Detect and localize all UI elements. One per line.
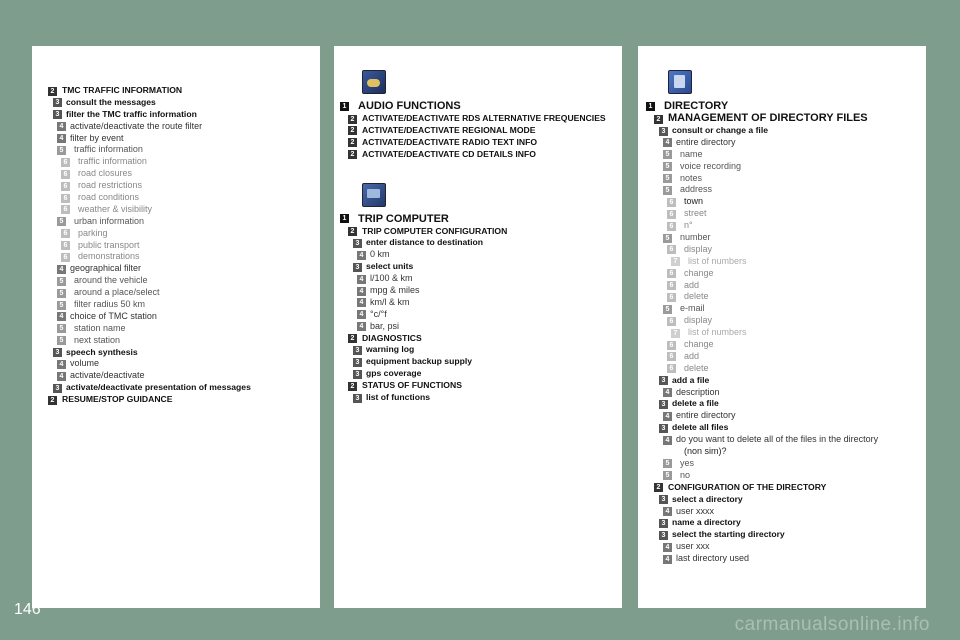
- menu-item: [638, 137, 926, 149]
- level-badge: 5: [57, 277, 66, 286]
- menu-item-label: add a file: [672, 374, 710, 385]
- menu-item-label: display: [684, 243, 713, 254]
- level-badge: 3: [353, 394, 362, 403]
- menu-item: [638, 280, 926, 292]
- menu-item: [638, 220, 926, 232]
- level-badge: 3: [53, 110, 62, 119]
- menu-item: [32, 204, 320, 216]
- menu-item: [638, 315, 926, 327]
- level-badge: 4: [57, 122, 66, 131]
- menu-item: [638, 387, 926, 399]
- level-badge: 6: [61, 253, 70, 262]
- level-badge: 7: [671, 329, 680, 338]
- watermark-text: carmanualsonline.info: [734, 614, 930, 635]
- level-badge: 2: [48, 396, 57, 405]
- level-badge: 3: [659, 400, 668, 409]
- directory-menu-list: [638, 96, 926, 565]
- menu-item-label: activate/deactivate presentation of messages: [66, 382, 251, 393]
- menu-item: [334, 285, 622, 297]
- menu-item: [638, 256, 926, 268]
- menu-item: [334, 226, 622, 238]
- menu-item-label: consult or change a file: [672, 125, 768, 135]
- level-badge: 2: [348, 334, 357, 343]
- menu-item: [638, 458, 926, 470]
- menu-item: [638, 327, 926, 339]
- menu-item: [32, 311, 320, 323]
- menu-item-label: station name: [74, 322, 126, 333]
- menu-item: [638, 291, 926, 303]
- menu-item-label: display: [684, 315, 713, 326]
- menu-item-label: street: [684, 208, 707, 219]
- menu-item-label: parking: [78, 227, 108, 238]
- menu-item-label: weather & visibility: [78, 203, 153, 214]
- menu-item: [638, 161, 926, 173]
- menu-item-label: speech synthesis: [66, 346, 138, 357]
- level-badge: 4: [57, 360, 66, 369]
- menu-item-label: activate/deactivate: [70, 370, 145, 381]
- level-badge: 5: [57, 217, 66, 226]
- menu-item-label: select a directory: [672, 493, 743, 504]
- level-badge: 4: [357, 298, 366, 307]
- menu-item: [32, 97, 320, 109]
- menu-item-label: AUDIO FUNCTIONS: [358, 100, 461, 112]
- level-badge: 6: [61, 194, 70, 203]
- level-badge: 4: [57, 372, 66, 381]
- level-badge: 5: [663, 162, 672, 171]
- menu-item-label: delete all files: [672, 422, 729, 433]
- menu-item: [32, 144, 320, 156]
- menu-item-label: choice of TMC station: [70, 310, 157, 321]
- level-badge: 5: [663, 471, 672, 480]
- menu-item-label: volume: [70, 358, 100, 369]
- menu-item-label: add: [684, 279, 700, 290]
- menu-item-label: around a place/select: [74, 287, 160, 298]
- level-badge: 3: [659, 424, 668, 433]
- menu-item-label: demonstrations: [78, 251, 140, 262]
- menu-item: [638, 351, 926, 363]
- level-badge: 3: [353, 370, 362, 379]
- menu-item-label: name: [680, 148, 703, 159]
- menu-item-label: no: [680, 469, 691, 480]
- menu-item: [638, 541, 926, 553]
- menu-item: [334, 149, 622, 161]
- menu-item: [32, 287, 320, 299]
- menu-item: [638, 422, 926, 434]
- level-badge: 2: [348, 115, 357, 124]
- menu-item: [638, 339, 926, 351]
- menu-item-label: town: [684, 196, 704, 207]
- level-badge: 6: [667, 281, 676, 290]
- level-badge: 2: [654, 115, 663, 124]
- level-badge: 5: [663, 459, 672, 468]
- directory-icon: [668, 70, 692, 94]
- level-badge: 5: [57, 146, 66, 155]
- menu-item: [32, 251, 320, 263]
- menu-item: [638, 470, 926, 482]
- menu-item: [638, 184, 926, 196]
- level-badge: 6: [61, 241, 70, 250]
- menu-item: [638, 208, 926, 220]
- level-badge: 3: [659, 127, 668, 136]
- menu-item-label: l/100 & km: [370, 273, 413, 284]
- menu-item: [334, 125, 622, 137]
- menu-item: [32, 347, 320, 359]
- level-badge: 4: [663, 507, 672, 516]
- menu-item-label: TRIP COMPUTER CONFIGURATION: [362, 225, 508, 236]
- menu-item-label: consult the messages: [66, 96, 156, 107]
- level-badge: 3: [353, 263, 362, 272]
- menu-item-label: geographical filter: [70, 263, 142, 274]
- menu-item-label: public transport: [78, 239, 140, 250]
- level-badge: 5: [57, 301, 66, 310]
- menu-item-label: DIAGNOSTICS: [362, 332, 422, 343]
- level-badge: 1: [646, 102, 655, 111]
- level-badge: 5: [663, 150, 672, 159]
- menu-item-label: (non sim)?: [684, 446, 727, 457]
- menu-item: [32, 133, 320, 145]
- level-badge: 5: [57, 336, 66, 345]
- level-badge: 6: [61, 170, 70, 179]
- menu-item: [334, 380, 622, 392]
- menu-item-label: delete: [684, 362, 709, 373]
- level-badge: 5: [663, 234, 672, 243]
- tmc-menu-list: [32, 85, 320, 406]
- menu-item: [334, 356, 622, 368]
- level-badge: 3: [353, 346, 362, 355]
- menu-item-label: e-mail: [680, 303, 705, 314]
- level-badge: 3: [53, 98, 62, 107]
- menu-item: [32, 85, 320, 97]
- level-badge: 2: [348, 138, 357, 147]
- menu-item: [638, 363, 926, 375]
- level-badge: 4: [357, 287, 366, 296]
- menu-item: [32, 216, 320, 228]
- menu-item-label: yes: [680, 457, 695, 468]
- level-badge: 3: [659, 519, 668, 528]
- menu-item-label: add: [684, 350, 700, 361]
- level-badge: 3: [353, 358, 362, 367]
- menu-item-label: activate/deactivate the route filter: [70, 120, 203, 131]
- menu-item: [638, 244, 926, 256]
- menu-item: [334, 213, 622, 226]
- menu-item-label: address: [680, 184, 713, 195]
- menu-item: [32, 228, 320, 240]
- left-panel: [32, 46, 320, 608]
- menu-item: [32, 370, 320, 382]
- menu-item: [638, 494, 926, 506]
- menu-item: [32, 299, 320, 311]
- right-panel: [638, 46, 926, 608]
- audio-icon-row: [334, 70, 622, 100]
- level-badge: 4: [663, 138, 672, 147]
- menu-item-label: equipment backup supply: [366, 356, 473, 367]
- menu-item-label: DIRECTORY: [664, 100, 729, 112]
- level-badge: 6: [667, 364, 676, 373]
- level-badge: 5: [663, 174, 672, 183]
- menu-item: [638, 529, 926, 541]
- menu-item: [32, 168, 320, 180]
- menu-item-label: delete: [684, 291, 709, 302]
- level-badge: 3: [659, 531, 668, 540]
- menu-item-label: change: [684, 339, 714, 350]
- level-badge: 4: [57, 312, 66, 321]
- menu-item: [334, 392, 622, 404]
- menu-item: [334, 368, 622, 380]
- level-badge: 6: [61, 205, 70, 214]
- menu-item: [334, 237, 622, 249]
- menu-item: [334, 100, 622, 113]
- menu-item-label: next station: [74, 334, 121, 345]
- menu-item-label: entire directory: [676, 136, 736, 147]
- menu-item: [32, 382, 320, 394]
- menu-item-label: road closures: [78, 168, 133, 179]
- level-badge: 6: [667, 210, 676, 219]
- level-badge: 5: [57, 324, 66, 333]
- level-badge: 4: [663, 412, 672, 421]
- level-badge: 4: [357, 310, 366, 319]
- level-badge: 1: [340, 102, 349, 111]
- menu-item-label: entire directory: [676, 410, 736, 421]
- menu-item: [32, 263, 320, 275]
- menu-item: [32, 109, 320, 121]
- level-badge: 5: [57, 289, 66, 298]
- level-badge: 2: [348, 382, 357, 391]
- level-badge: 6: [667, 245, 676, 254]
- menu-item: [334, 333, 622, 345]
- menu-item: [638, 125, 926, 137]
- menu-item-label: mpg & miles: [370, 285, 420, 296]
- level-badge: 6: [61, 158, 70, 167]
- level-badge: 4: [663, 543, 672, 552]
- menu-item: [32, 121, 320, 133]
- menu-item: [334, 309, 622, 321]
- menu-item-label: change: [684, 267, 714, 278]
- level-badge: 6: [667, 222, 676, 231]
- level-badge: 6: [667, 341, 676, 350]
- menu-item-label: bar, psi: [370, 320, 400, 331]
- menu-item-label: name a directory: [672, 517, 741, 528]
- level-badge: 5: [663, 305, 672, 314]
- menu-item-label: number: [680, 232, 711, 243]
- menu-item: [638, 232, 926, 244]
- level-badge: 3: [659, 376, 668, 385]
- menu-item-label: list of numbers: [688, 327, 747, 338]
- menu-item-label: ACTIVATE/DEACTIVATE RDS ALTERNATIVE FREQUENCIES: [362, 113, 606, 123]
- menu-item-label: filter the TMC traffic information: [66, 108, 197, 119]
- menu-item: [638, 113, 926, 125]
- level-badge: 3: [53, 348, 62, 357]
- level-badge: 4: [663, 555, 672, 564]
- menu-item: [638, 410, 926, 422]
- menu-item-label: MANAGEMENT OF DIRECTORY FILES: [668, 112, 868, 124]
- middle-panel: [334, 46, 622, 608]
- menu-item-label: voice recording: [680, 160, 742, 171]
- menu-item: [334, 321, 622, 333]
- menu-item: [638, 173, 926, 185]
- menu-item: [334, 261, 622, 273]
- level-badge: 6: [667, 198, 676, 207]
- level-badge: 3: [353, 239, 362, 248]
- menu-item: [638, 375, 926, 387]
- menu-item-label: ACTIVATE/DEACTIVATE RADIO TEXT INFO: [362, 136, 538, 147]
- trip-computer-icon: [362, 183, 386, 207]
- menu-item-label: user xxxx: [676, 505, 715, 516]
- level-badge: 4: [357, 275, 366, 284]
- menu-item-label: RESUME/STOP GUIDANCE: [62, 394, 173, 405]
- menu-item-label: ACTIVATE/DEACTIVATE CD DETAILS INFO: [362, 148, 536, 159]
- menu-item-label: urban information: [74, 215, 145, 226]
- menu-item: [32, 358, 320, 370]
- menu-item-label: road restrictions: [78, 180, 143, 191]
- level-badge: 4: [357, 251, 366, 260]
- level-badge: 5: [663, 186, 672, 195]
- menu-item-label: select the starting directory: [672, 529, 785, 540]
- menu-item: [638, 303, 926, 315]
- menu-item: [334, 113, 622, 125]
- menu-item: [638, 517, 926, 529]
- menu-item: [334, 273, 622, 285]
- menu-item-label: TMC TRAFFIC INFORMATION: [62, 85, 183, 95]
- menu-item: [32, 335, 320, 347]
- page-number: 146: [14, 601, 41, 618]
- level-badge: 4: [663, 388, 672, 397]
- menu-item-label: road conditions: [78, 192, 140, 203]
- menu-item-label: delete a file: [672, 398, 719, 409]
- menu-item-label: last directory used: [676, 553, 750, 564]
- menu-item: [32, 240, 320, 252]
- menu-item-label: CONFIGURATION OF THE DIRECTORY: [668, 481, 827, 492]
- audio-trip-menu-list: [334, 94, 622, 404]
- menu-item: [32, 156, 320, 168]
- menu-item: [32, 180, 320, 192]
- menu-item-label: do you want to delete all of the files in the directory: [676, 434, 879, 445]
- level-badge: 4: [57, 265, 66, 274]
- menu-item: [334, 344, 622, 356]
- menu-item-label: warning log: [366, 344, 415, 355]
- level-badge: 3: [53, 384, 62, 393]
- level-badge: 4: [357, 322, 366, 331]
- menu-item-label: °c/°f: [370, 308, 387, 319]
- menu-item: [638, 434, 926, 446]
- menu-item: [638, 196, 926, 208]
- menu-item: [32, 323, 320, 335]
- menu-item-label: filter radius 50 km: [74, 299, 146, 310]
- level-badge: 6: [667, 269, 676, 278]
- menu-item: [334, 297, 622, 309]
- level-badge: 2: [348, 227, 357, 236]
- menu-item-label: gps coverage: [366, 368, 422, 379]
- level-badge: 4: [663, 436, 672, 445]
- level-badge: 7: [671, 257, 680, 266]
- level-badge: 2: [654, 483, 663, 492]
- level-badge: 2: [348, 150, 357, 159]
- menu-item: [32, 394, 320, 406]
- menu-item-label: select units: [366, 261, 414, 272]
- level-badge: 6: [667, 293, 676, 302]
- level-badge: 1: [340, 214, 349, 223]
- menu-item: [638, 506, 926, 518]
- menu-item-label: list of functions: [366, 392, 430, 403]
- menu-item: [638, 482, 926, 494]
- menu-item-label: user xxx: [676, 541, 710, 552]
- menu-item: [638, 268, 926, 280]
- menu-item-label: description: [676, 386, 720, 397]
- level-badge: 4: [57, 134, 66, 143]
- menu-item-label: n°: [684, 220, 693, 231]
- level-badge: 6: [667, 317, 676, 326]
- menu-item-label: traffic information: [74, 144, 143, 155]
- directory-icon-row: [638, 70, 926, 100]
- menu-item-label: TRIP COMPUTER: [358, 212, 449, 225]
- level-badge: 2: [48, 87, 57, 96]
- menu-item-label: 0 km: [370, 249, 390, 260]
- menu-item: [32, 192, 320, 204]
- trip-icon-row: [334, 183, 622, 213]
- menu-item: [334, 249, 622, 261]
- level-badge: 6: [61, 182, 70, 191]
- menu-item-label: traffic information: [78, 156, 147, 167]
- menu-item-label: notes: [680, 172, 703, 183]
- menu-item: [32, 275, 320, 287]
- level-badge: 2: [348, 126, 357, 135]
- menu-item-label: km/l & km: [370, 296, 410, 307]
- menu-item-label: filter by event: [70, 132, 124, 143]
- level-badge: 3: [659, 495, 668, 504]
- menu-item-label: enter distance to destination: [366, 237, 483, 248]
- menu-item: [638, 149, 926, 161]
- menu-item-label: list of numbers: [688, 255, 747, 266]
- level-badge: 6: [667, 352, 676, 361]
- menu-item: [638, 398, 926, 410]
- menu-item: [334, 137, 622, 149]
- audio-functions-icon: [362, 70, 386, 94]
- menu-item: [638, 446, 926, 458]
- menu-item: [638, 553, 926, 565]
- menu-item-label: ACTIVATE/DEACTIVATE REGIONAL MODE: [362, 124, 536, 135]
- menu-item-label: around the vehicle: [74, 275, 148, 286]
- menu-item-label: STATUS OF FUNCTIONS: [362, 380, 462, 391]
- level-badge: 6: [61, 229, 70, 238]
